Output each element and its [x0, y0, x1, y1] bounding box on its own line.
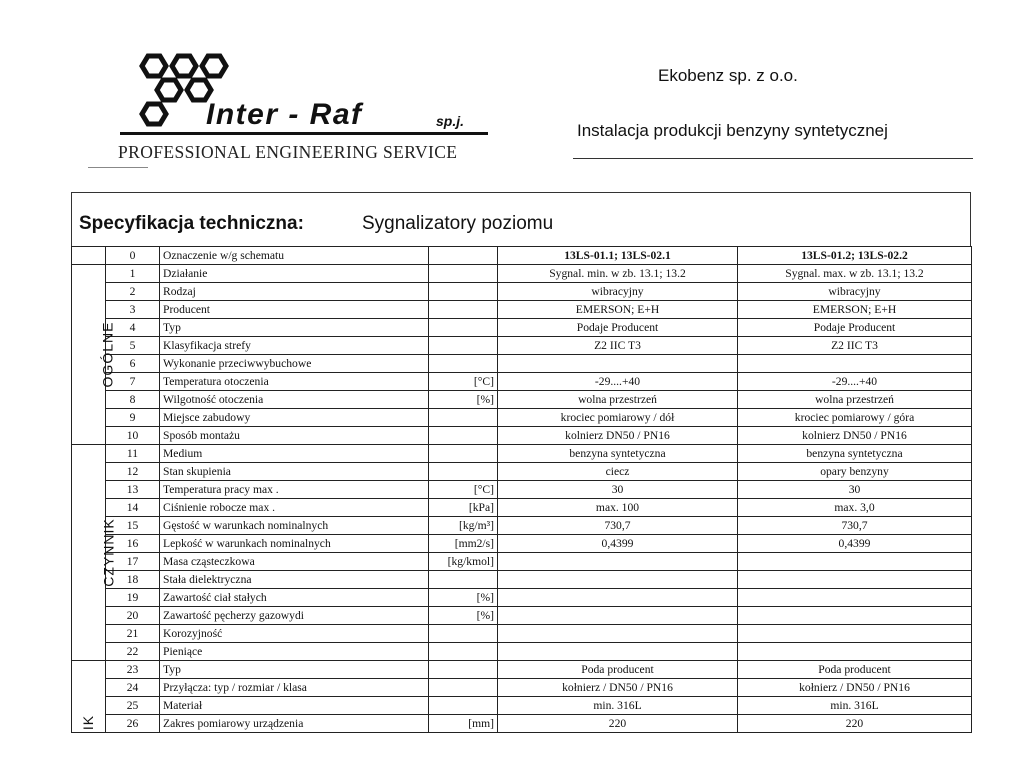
row-number: 1 — [106, 265, 160, 283]
table-row — [72, 391, 972, 409]
row-number: 21 — [106, 625, 160, 643]
project-title: Instalacja produkcji benzyny syntetycznej — [577, 121, 888, 140]
table-row — [72, 607, 972, 625]
value-col-1: -29....+40 — [498, 373, 738, 391]
row-unit — [429, 463, 498, 481]
row-unit: [%] — [429, 391, 498, 409]
spec-subject: Sygnalizatory poziomu — [362, 213, 554, 234]
row-number: 22 — [106, 643, 160, 661]
row-unit — [429, 355, 498, 373]
row-unit — [429, 337, 498, 355]
logo-wordmark: Inter - Raf — [206, 98, 363, 131]
row-label: Stała dielektryczna — [160, 571, 429, 589]
table-row — [72, 679, 972, 697]
value-col-2: 13LS-01.2; 13LS-02.2 — [738, 247, 972, 265]
value-col-2: EMERSON; E+H — [738, 301, 972, 319]
row-unit: [kg/m³] — [429, 517, 498, 535]
table-row — [72, 715, 972, 733]
value-col-2: max. 3,0 — [738, 499, 972, 517]
table-row — [72, 661, 972, 679]
row-number: 13 — [106, 481, 160, 499]
row-label: Pieniące — [160, 643, 429, 661]
row-unit: [kPa] — [429, 499, 498, 517]
value-col-2: Poda producent — [738, 661, 972, 679]
row-label: Producent — [160, 301, 429, 319]
logo-hexagon — [202, 56, 226, 76]
value-col-2: wibracyjny — [738, 283, 972, 301]
value-col-2: -29....+40 — [738, 373, 972, 391]
row-number: 2 — [106, 283, 160, 301]
header-divider — [573, 158, 973, 159]
table-row — [72, 319, 972, 337]
table-row — [72, 643, 972, 661]
row-number: 16 — [106, 535, 160, 553]
row-number: 23 — [106, 661, 160, 679]
table-row — [72, 373, 972, 391]
row-number: 4 — [106, 319, 160, 337]
table-row — [72, 535, 972, 553]
row-number: 19 — [106, 589, 160, 607]
logo-hexagon — [187, 80, 211, 100]
value-col-2: 0,4399 — [738, 535, 972, 553]
row-unit — [429, 661, 498, 679]
table-row — [72, 283, 972, 301]
value-col-1: wolna przestrzeń — [498, 391, 738, 409]
row-label: Klasyfikacja strefy — [160, 337, 429, 355]
row-label: Korozyjność — [160, 625, 429, 643]
value-col-1 — [498, 553, 738, 571]
row-label: Medium — [160, 445, 429, 463]
value-col-2 — [738, 643, 972, 661]
row-number: 10 — [106, 427, 160, 445]
spec-box-right — [970, 192, 971, 246]
row-label: Oznaczenie w/g schematu — [160, 247, 429, 265]
table-row — [72, 697, 972, 715]
row-unit: [mm] — [429, 715, 498, 733]
value-col-2: wolna przestrzeń — [738, 391, 972, 409]
row-number: 24 — [106, 679, 160, 697]
value-col-2 — [738, 571, 972, 589]
value-col-1: 220 — [498, 715, 738, 733]
value-col-1 — [498, 355, 738, 373]
row-label: Masa cząsteczkowa — [160, 553, 429, 571]
row-label: Zawartość pęcherzy gazowydi — [160, 607, 429, 625]
row-unit: [kg/kmol] — [429, 553, 498, 571]
group-label: IK — [79, 714, 96, 731]
row-label: Ciśnienie robocze max . — [160, 499, 429, 517]
value-col-1 — [498, 571, 738, 589]
value-col-1: 30 — [498, 481, 738, 499]
row-number: 15 — [106, 517, 160, 535]
row-label: Stan skupienia — [160, 463, 429, 481]
logo-suffix: sp.j. — [436, 113, 465, 129]
group-cell-third — [72, 661, 106, 733]
row-unit — [429, 625, 498, 643]
spec-box-left — [71, 192, 72, 246]
logo-underline — [120, 132, 488, 135]
value-col-1: min. 316L — [498, 697, 738, 715]
spec-box-top — [71, 192, 971, 193]
table-row — [72, 265, 972, 283]
row-unit — [429, 697, 498, 715]
header-divider — [88, 167, 148, 168]
row-unit — [429, 445, 498, 463]
group-cell-czynnik — [72, 445, 117, 661]
row-number: 0 — [106, 247, 160, 265]
row-unit: [°C] — [429, 481, 498, 499]
value-col-2: 220 — [738, 715, 972, 733]
table-row — [72, 517, 972, 535]
row-number: 3 — [106, 301, 160, 319]
value-col-1 — [498, 625, 738, 643]
value-col-1: EMERSON; E+H — [498, 301, 738, 319]
value-col-2: benzyna syntetyczna — [738, 445, 972, 463]
value-col-2: 30 — [738, 481, 972, 499]
row-label: Typ — [160, 661, 429, 679]
table-row — [72, 571, 972, 589]
group-cell-ogolne — [72, 265, 116, 445]
table-row — [72, 499, 972, 517]
row-unit — [429, 427, 498, 445]
row-label: Miejsce zabudowy — [160, 409, 429, 427]
row-unit — [429, 571, 498, 589]
row-unit: [%] — [429, 607, 498, 625]
logo-hexagon — [142, 56, 166, 76]
row-unit — [429, 247, 498, 265]
row-number: 14 — [106, 499, 160, 517]
value-col-2 — [738, 553, 972, 571]
row-number: 8 — [106, 391, 160, 409]
value-col-1: 13LS-01.1; 13LS-02.1 — [498, 247, 738, 265]
table-row — [72, 445, 972, 463]
row-number: 7 — [106, 373, 160, 391]
value-col-1: kołnierz / DN50 / PN16 — [498, 679, 738, 697]
row-number: 25 — [106, 697, 160, 715]
value-col-2: kolnierz DN50 / PN16 — [738, 427, 972, 445]
row-unit — [429, 409, 498, 427]
value-col-2: kołnierz / DN50 / PN16 — [738, 679, 972, 697]
row-unit — [429, 301, 498, 319]
table-row — [72, 427, 972, 445]
table-row — [72, 247, 972, 265]
value-col-2: opary benzyny — [738, 463, 972, 481]
row-label: Materiał — [160, 697, 429, 715]
value-col-2: min. 316L — [738, 697, 972, 715]
value-col-2: 730,7 — [738, 517, 972, 535]
value-col-2: Sygnal. max. w zb. 13.1; 13.2 — [738, 265, 972, 283]
value-col-2: Podaje Producent — [738, 319, 972, 337]
value-col-1: Poda producent — [498, 661, 738, 679]
company-name: Ekobenz sp. z o.o. — [658, 66, 798, 85]
row-number: 17 — [106, 553, 160, 571]
row-number: 9 — [106, 409, 160, 427]
row-label: Wykonanie przeciwwybuchowe — [160, 355, 429, 373]
row-number: 5 — [106, 337, 160, 355]
table-row — [72, 409, 972, 427]
value-col-1: krociec pomiarowy / dół — [498, 409, 738, 427]
value-col-2 — [738, 589, 972, 607]
value-col-1: Z2 IIC T3 — [498, 337, 738, 355]
row-unit — [429, 679, 498, 697]
row-label: Temperatura otoczenia — [160, 373, 429, 391]
value-col-1: Podaje Producent — [498, 319, 738, 337]
row-label: Lepkość w warunkach nominalnych — [160, 535, 429, 553]
row-number: 12 — [106, 463, 160, 481]
row-unit: [%] — [429, 589, 498, 607]
row-label: Rodzaj — [160, 283, 429, 301]
logo-hexagon — [172, 56, 196, 76]
table-row — [72, 553, 972, 571]
inter-raf-logo — [118, 52, 490, 142]
value-col-1 — [498, 643, 738, 661]
table-row — [72, 301, 972, 319]
row-label: Gęstość w warunkach nominalnych — [160, 517, 429, 535]
table-row — [72, 355, 972, 373]
group-cell — [72, 247, 106, 265]
row-number: 11 — [106, 445, 160, 463]
value-col-1: 730,7 — [498, 517, 738, 535]
logo-hexagon — [142, 104, 166, 124]
value-col-1: benzyna syntetyczna — [498, 445, 738, 463]
row-unit — [429, 283, 498, 301]
table-row — [72, 589, 972, 607]
row-unit — [429, 643, 498, 661]
row-number: 20 — [106, 607, 160, 625]
row-unit — [429, 319, 498, 337]
table-row — [72, 463, 972, 481]
row-label: Typ — [160, 319, 429, 337]
value-col-2: Z2 IIC T3 — [738, 337, 972, 355]
value-col-2 — [738, 355, 972, 373]
row-unit: [°C] — [429, 373, 498, 391]
value-col-1: wibracyjny — [498, 283, 738, 301]
table-row — [72, 481, 972, 499]
row-unit — [429, 265, 498, 283]
value-col-1 — [498, 607, 738, 625]
row-unit: [mm2/s] — [429, 535, 498, 553]
row-number: 18 — [106, 571, 160, 589]
value-col-2 — [738, 607, 972, 625]
row-number: 6 — [106, 355, 160, 373]
row-label: Sposób montażu — [160, 427, 429, 445]
value-col-2 — [738, 625, 972, 643]
spec-heading: Specyfikacja techniczna: — [79, 213, 304, 234]
row-label: Przyłącza: typ / rozmiar / klasa — [160, 679, 429, 697]
spec-table — [71, 246, 972, 733]
service-tagline: PROFESSIONAL ENGINEERING SERVICE — [118, 142, 458, 162]
group-label: OGÓLNE — [99, 321, 116, 387]
row-label: Wilgotność otoczenia — [160, 391, 429, 409]
row-number: 26 — [106, 715, 160, 733]
value-col-1: Sygnal. min. w zb. 13.1; 13.2 — [498, 265, 738, 283]
value-col-2: krociec pomiarowy / góra — [738, 409, 972, 427]
table-row — [72, 625, 972, 643]
value-col-1: kolnierz DN50 / PN16 — [498, 427, 738, 445]
value-col-1: 0,4399 — [498, 535, 738, 553]
value-col-1: ciecz — [498, 463, 738, 481]
logo-hexagon — [157, 80, 181, 100]
value-col-1 — [498, 589, 738, 607]
table-row — [72, 337, 972, 355]
row-label: Temperatura pracy max . — [160, 481, 429, 499]
row-label: Zakres pomiarowy urządzenia — [160, 715, 429, 733]
row-label: Zawartość ciał stałych — [160, 589, 429, 607]
value-col-1: max. 100 — [498, 499, 738, 517]
row-label: Działanie — [160, 265, 429, 283]
group-label: CZYNNIK — [100, 517, 117, 587]
